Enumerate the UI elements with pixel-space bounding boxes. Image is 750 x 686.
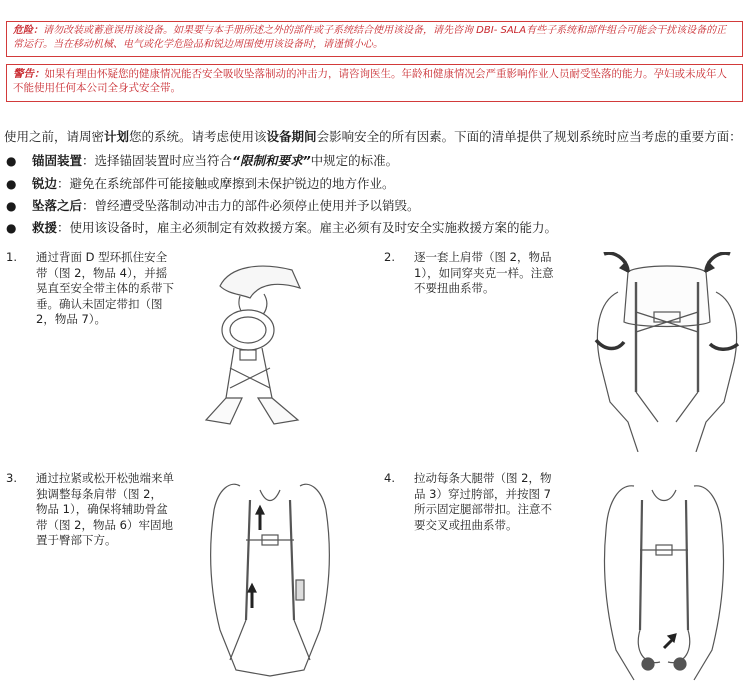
step-line: 要交叉或扭曲系带。: [414, 517, 518, 532]
bullet-dot-icon: ●: [6, 177, 17, 191]
intro-bold-1: 计划: [104, 129, 130, 144]
step-line: 通过拉紧或松开松弛端来单: [36, 471, 174, 485]
bullet-text: ：选择锚固装置时应当符合: [82, 153, 233, 168]
intro-text-1: 使用之前，请周密: [4, 129, 105, 144]
bullet-dot-icon: ●: [6, 154, 17, 168]
bullet-term: 锚固装置: [32, 153, 83, 168]
bullet-text: ：曾经遭受坠落制动冲击力的部件必须停止使用并予以销毁。: [82, 198, 420, 213]
figure-4-leg-straps: [594, 470, 734, 682]
step-line: 拉动每条大腿带（图 2，物: [414, 471, 552, 485]
step-line: 带（图 2，物品 6）牢固地: [36, 517, 173, 532]
step-line: 逐一套上肩带（图 2，物品: [414, 250, 552, 264]
bullet-dot-icon: ●: [6, 199, 17, 213]
step-line: 置于臀部下方。: [36, 533, 117, 547]
intro-text-2: 您的系统。请考虑使用该: [129, 129, 267, 144]
step-line: 不要扭曲系带。: [414, 281, 495, 295]
step-line: 物品 1），确保将辅助骨盆: [36, 502, 168, 516]
warning-notice: [6, 64, 743, 102]
bullet-text: ：避免在系统部件可能接触或摩擦到未保护锐边的地方作业。: [57, 176, 395, 191]
step-line: 通过背面 D 型环抓住安全: [36, 250, 168, 264]
bullet-term: 坠落之后: [32, 198, 83, 213]
step-line: 所示固定腿部带扣。注意不: [414, 502, 552, 516]
step-line: 2，物品 7）。: [36, 312, 107, 326]
bullet-dot-icon: ●: [6, 221, 17, 235]
danger-text: 请勿改装或蓄意误用该设备。如果要与本手册所述之外的部件或子系统结合使用该设备，请先咨询 DBI- SALA有些子系统和部件组合可能会干扰该设备的正常运行。当在移动机械、电气或化学危险品和锐边周围使用该设备时，请谨慎小心。: [13, 25, 727, 50]
figure-3-adjust-shoulder-straps: [200, 470, 340, 680]
step-number: 3.: [6, 471, 17, 485]
step-line: 带（图 2，物品 4），并摇: [36, 265, 168, 280]
bullet-emphasis: “限制和要求”: [232, 153, 311, 168]
bullet-text: ：使用该设备时，雇主必须制定有效救援方案。雇主必须有及时安全实施救援方案的能力。: [57, 220, 558, 235]
bullet-text-end: 中规定的标准。: [310, 153, 399, 168]
warning-text: 如果有理由怀疑您的健康情况能否安全吸收坠落制动的冲击力，请咨询医生。年龄和健康情况会严重影响作业人员耐受坠落的能力。孕妇或未成年人不能使用任何本公司全身式安全带。: [13, 68, 727, 94]
danger-label: 危险：: [13, 25, 43, 36]
step-line: 晃直至安全带主体的系带下: [36, 281, 174, 295]
step-line: 垂。确认未固定带扣（图: [36, 296, 163, 311]
warning-label: 警告：: [13, 68, 45, 80]
bullet-term: 锐边: [32, 176, 58, 191]
figure-1-hand-holding-harness: [200, 248, 310, 426]
step-number: 2.: [384, 250, 395, 264]
step-line: 品 3）穿过胯部，并按图 7: [414, 486, 551, 501]
danger-notice: [6, 21, 743, 57]
step-line: 独调整每条肩带（图 2，: [36, 486, 162, 501]
step-line: 1），如同穿夹克一样。注意: [414, 265, 554, 280]
step-number: 1.: [6, 250, 17, 264]
intro-text-3: 会影响安全的所有因素。下面的清单提供了规划系统时应当考虑的重要方面：: [316, 129, 742, 144]
intro-paragraph: [4, 128, 748, 145]
intro-bold-2: 设备期间: [266, 129, 317, 144]
bullet-term: 救援: [32, 220, 58, 235]
figure-2-harness-back-view: [588, 252, 746, 452]
step-number: 4.: [384, 471, 395, 485]
